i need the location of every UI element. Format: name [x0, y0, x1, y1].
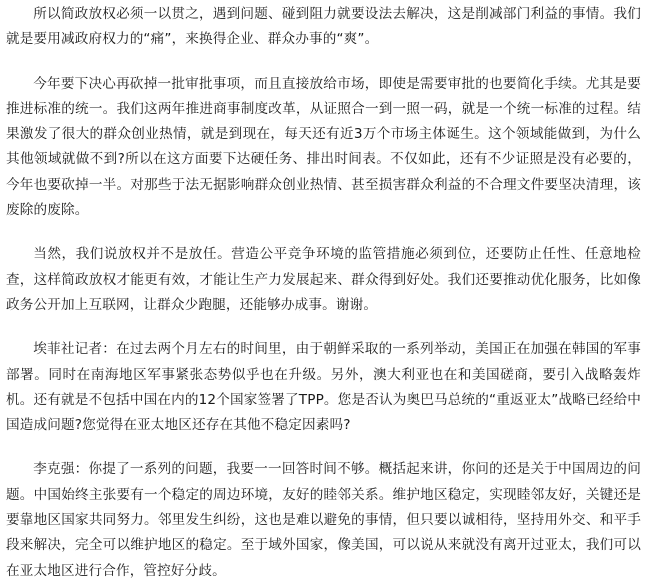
- paragraph-3: 当然，我们说放权并不是放任。营造公平竞争环境的监管措施必须到位，还要防止任性、任意地检查，这样简政放权才能更有效，才能让生产力发展起来、群众得到好处。我们还要推动优化服务，比如像政务公开加上互联网，让群众少跑腿，还能够办成事。谢谢。: [6, 246, 641, 313]
- paragraph-5: 李克强：你提了一系列的问题，我要一一回答时间不够。概括起来讲，你问的还是关于中国周边的问题。中国始终主张要有一个稳定的周边环境，友好的睦邻关系。维护地区稳定，实现睦邻友好，关键还是要靠地区国家共同努力。邻里发生纠纷，这也是难以避免的事情，但只要以诚相待，坚持用外交、和平手段来解决，完全可以维护地区的稳定。至于域外国家，像美国，可以说从来就没有离开过亚太，我们可以在亚太地区进行合作，管控好分歧。: [6, 461, 641, 579]
- paragraph-1: 所以简政放权必须一以贯之，遇到问题、碰到阻力就要设法去解决，这是削减部门利益的事情。我们就是要用减政府权力的“痛”，来换得企业、群众办事的“爽”。: [6, 6, 641, 48]
- paragraph-2: 今年要下决心再砍掉一批审批事项，而且直接放给市场，即使是需要审批的也要简化手续。尤其是要推进标准的统一。我们这两年推进商事制度改革，从证照合一到一照一码，就是一个统一标准的过程。结果激发了很大的群众创业热情，就是到现在，每天还有近3万个市场主体诞生。这个领域能做到，为什么其他领域就做不到?所以在这方面要下达硬任务、排出时间表。不仅如此，还有不少证照是没有必要的，今年也要砍掉一半。对那些于法无据影响群众创业热情、甚至损害群众利益的不合理文件要坚决清理，该废除的废除。: [6, 75, 641, 219]
- paragraph-4: 埃菲社记者：在过去两个月左右的时间里，由于朝鲜采取的一系列举动，美国正在加强在韩国的军事部署。同时在南海地区军事紧张态势似乎也在升级。另外，澳大利亚也在和美国磋商，要引入战略轰炸机。还有就是不包括中国在内的12个国家签署了TPP。您是否认为奥巴马总统的“重返亚太”战略已经给中国造成问题?您觉得在亚太地区还存在其他不稳定因素吗?: [6, 341, 641, 434]
